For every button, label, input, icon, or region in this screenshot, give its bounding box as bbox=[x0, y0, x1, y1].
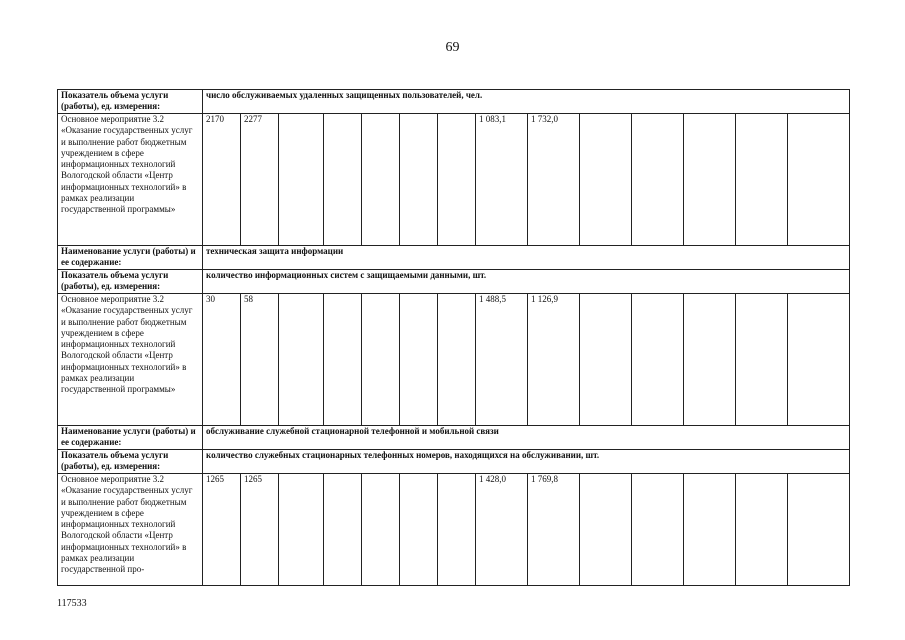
indicator-label: Показатель объема услуги (работы), ед. измерения: bbox=[58, 270, 203, 294]
value-cell bbox=[684, 114, 736, 246]
value-cell bbox=[438, 114, 476, 246]
value-cell: 1265 bbox=[241, 474, 279, 586]
value-cell bbox=[438, 474, 476, 586]
indicator-label: Показатель объема услуги (работы), ед. измерения: bbox=[58, 450, 203, 474]
value-cell bbox=[736, 474, 788, 586]
activity-row bbox=[58, 474, 850, 586]
value-cell bbox=[279, 114, 324, 246]
indicator-value: количество информационных систем с защищаемыми данными, шт. bbox=[203, 270, 850, 294]
activity-text: Основное мероприятие 3.2 «Оказание государственных услуг и выполнение работ бюджетным учреждением в сфере информационных технологий Вологодской области «Центр информационных технологий» в рамках реализации государственной программы» bbox=[58, 114, 203, 246]
value-cell bbox=[632, 114, 684, 246]
value-cell: 2170 bbox=[203, 114, 241, 246]
value-cell: 1 488,5 bbox=[476, 294, 528, 426]
value-cell: 1 083,1 bbox=[476, 114, 528, 246]
indicator-row bbox=[58, 90, 850, 114]
activity-text: Основное мероприятие 3.2 «Оказание государственных услуг и выполнение работ бюджетным учреждением в сфере информационных технологий Вологодской области «Центр информационных технологий» в рамках реализации государственной про- bbox=[58, 474, 203, 586]
value-cell bbox=[788, 294, 850, 426]
value-cell: 1 428,0 bbox=[476, 474, 528, 586]
value-cell: 58 bbox=[241, 294, 279, 426]
activity-row bbox=[58, 294, 850, 426]
value-cell bbox=[400, 294, 438, 426]
value-cell: 30 bbox=[203, 294, 241, 426]
services-table bbox=[57, 89, 850, 586]
value-cell bbox=[362, 474, 400, 586]
value-cell bbox=[736, 114, 788, 246]
value-cell bbox=[324, 114, 362, 246]
service-row bbox=[58, 246, 850, 270]
value-cell: 1 769,8 bbox=[528, 474, 580, 586]
service-row bbox=[58, 426, 850, 450]
value-cell: 1265 bbox=[203, 474, 241, 586]
service-value: техническая защита информации bbox=[203, 246, 850, 270]
value-cell bbox=[362, 294, 400, 426]
indicator-row bbox=[58, 450, 850, 474]
value-cell bbox=[324, 294, 362, 426]
value-cell bbox=[580, 474, 632, 586]
value-cell: 2277 bbox=[241, 114, 279, 246]
value-cell bbox=[580, 294, 632, 426]
page-number: 69 bbox=[445, 40, 460, 55]
value-cell bbox=[632, 294, 684, 426]
value-cell: 1 126,9 bbox=[528, 294, 580, 426]
value-cell bbox=[632, 474, 684, 586]
indicator-value: количество служебных стационарных телефонных номеров, находящихся на обслуживании, шт. bbox=[203, 450, 850, 474]
service-label: Наименование услуги (работы) и ее содержание: bbox=[58, 246, 203, 270]
value-cell bbox=[788, 114, 850, 246]
value-cell bbox=[438, 294, 476, 426]
activity-text: Основное мероприятие 3.2 «Оказание государственных услуг и выполнение работ бюджетным учреждением в сфере информационных технологий Вологодской области «Центр информационных технологий» в рамках реализации государственной программы» bbox=[58, 294, 203, 426]
value-cell bbox=[362, 114, 400, 246]
indicator-label: Показатель объема услуги (работы), ед. измерения: bbox=[58, 90, 203, 114]
value-cell bbox=[684, 474, 736, 586]
value-cell bbox=[279, 294, 324, 426]
value-cell bbox=[400, 474, 438, 586]
indicator-value: число обслуживаемых удаленных защищенных пользователей, чел. bbox=[203, 90, 850, 114]
value-cell bbox=[279, 474, 324, 586]
footer-code: 117533 bbox=[57, 598, 87, 609]
value-cell: 1 732,0 bbox=[528, 114, 580, 246]
value-cell bbox=[324, 474, 362, 586]
value-cell bbox=[400, 114, 438, 246]
service-label: Наименование услуги (работы) и ее содержание: bbox=[58, 426, 203, 450]
value-cell bbox=[580, 114, 632, 246]
service-value: обслуживание служебной стационарной телефонной и мобильной связи bbox=[203, 426, 850, 450]
value-cell bbox=[788, 474, 850, 586]
value-cell bbox=[736, 294, 788, 426]
value-cell bbox=[684, 294, 736, 426]
indicator-row bbox=[58, 270, 850, 294]
activity-row bbox=[58, 114, 850, 246]
